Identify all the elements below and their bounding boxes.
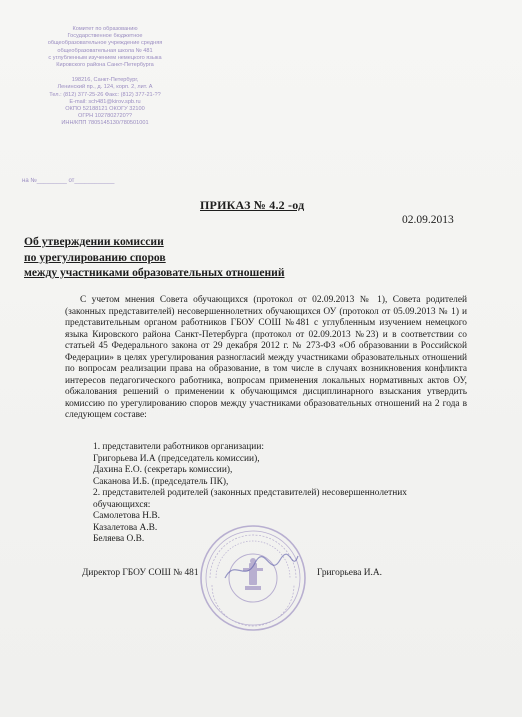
order-subject [24, 234, 285, 281]
list-item: Казалетова А.В. [93, 522, 158, 533]
order-title: ПРИКАЗ № 4.2 -од [200, 198, 305, 212]
list-item: Григорьева И.А (председатель комиссии), [93, 453, 260, 464]
letterhead-line: Кировского района Санкт-Петербурга [56, 62, 154, 69]
letterhead-line: Тел.: (812) 377-25-26 Факс: (812) 377-21-?? [49, 91, 161, 98]
director-name: Григорьева И.А. [317, 568, 382, 578]
list-item: обучающихся: [93, 499, 151, 510]
body-paragraph: С учетом мнения Совета обучающихся (протокол от 02.09.2013 № 1), Совета родителей (законных представителей) несовершеннолетних обучающихся ОУ (протокол от 05.09.2013 № 1) и представительным органом работников ГБОУ СОШ №481 с углубленным изучением немецкого языка Кировского района Санкт-Петербурга (протокол от 02.09.2013 №23) и в соответствии со статьей 45 Федерального закона от 29 декабря 2012 г. № 273-ФЗ «Об образовании в Российской Федерации» в целях урегулирования разногласий между участниками образовательных отношений по вопросам реализации права на образование, в том числе в случаях возникновения конфликта интересов педагогического работника, вопросам применения локальных нормативных актов ОУ, обжалования решений о применении к обучающимся дисциплинарного взыскания утвердить комиссию по урегулированию споров между участниками образовательных отношений на 2 года в следующем составе: [65, 295, 467, 421]
letterhead-line: Государственное бюджетное [67, 33, 143, 40]
letterhead-line: общеобразовательная школа № 481 [57, 47, 153, 54]
list-item: 1. представители работников организации: [93, 442, 264, 452]
letterhead-line: 198216, Санкт-Петербург, [71, 77, 139, 84]
letterhead-stamp [20, 26, 190, 128]
subject-line: по урегулированию споров [24, 250, 166, 264]
signature-scribble-icon [220, 548, 300, 588]
letterhead-line: ИНН/КПП 7805145130/780501001 [61, 120, 149, 127]
letterhead-line: ОГРН 1027802720?? [77, 113, 133, 120]
letterhead-line: с углубленным изучением немецкого языка [48, 54, 162, 61]
list-item: Саканова И.Б. (председатель ПК), [93, 476, 229, 487]
letterhead-line: общеобразовательное учреждение средняя [47, 40, 163, 47]
list-item: Дахина Е.О. (секретарь комиссии), [93, 465, 233, 476]
list-item: Беляева О.В. [93, 534, 145, 545]
letterhead-line: Комитет по образованию [72, 26, 138, 32]
order-body [65, 295, 467, 422]
letterhead-line: Ленинский пр., д. 124, корп. 2, лит. А [57, 84, 153, 91]
subject-line: между участниками образовательных отношений [24, 266, 285, 279]
registration-line: на №_________ от____________ [22, 178, 115, 184]
letterhead-line: E-mail: sch481@kirov.spb.ru [69, 98, 141, 105]
subject-line: Об утверждении комиссии [24, 235, 164, 248]
order-date: 02.09.2013 [402, 214, 454, 226]
list-item: 2. представителей родителей (законных представителей) несовершеннолетних [93, 488, 407, 499]
list-item: Самолетова Н.В. [93, 511, 160, 522]
letterhead-line: ОКПО 52188121 ОКОГУ 32100 [65, 106, 145, 113]
director-position: Директор ГБОУ СОШ № 481 [82, 568, 199, 578]
